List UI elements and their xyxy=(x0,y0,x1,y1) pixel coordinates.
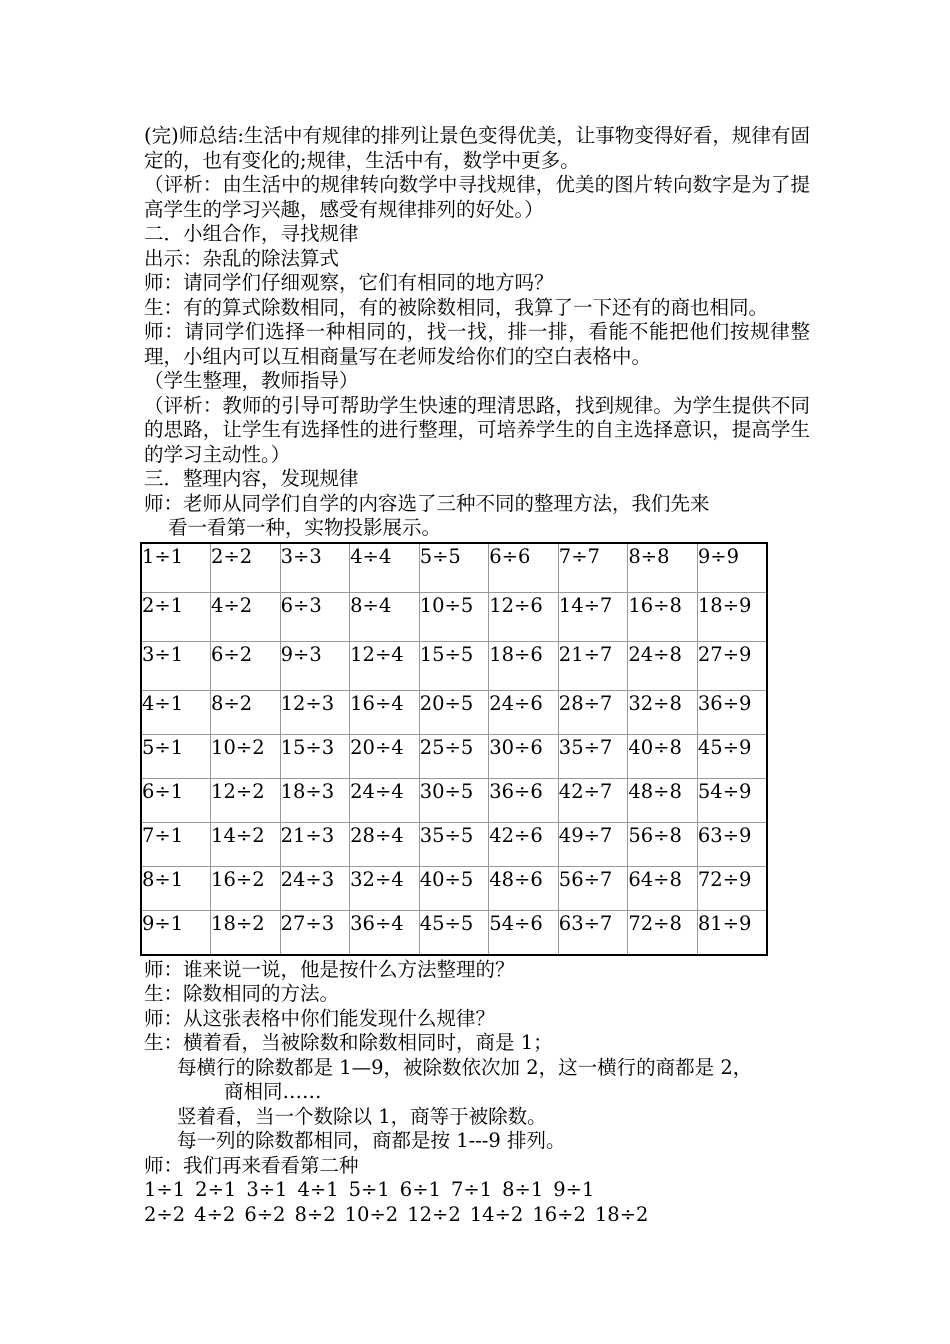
table-cell: 25÷5 xyxy=(419,734,489,778)
rule-vertical: 竖着看，当一个数除以 1，商等于被除数。 xyxy=(177,1104,547,1128)
summary-paragraph: (完)师总结:生活中有规律的排列让景色变得优美，让事物变得好看，规律有固定的，也有变化的;规律，生活中有，数学中更多。 xyxy=(144,124,810,172)
document-page xyxy=(144,124,810,1227)
table-cell: 6÷1 xyxy=(141,778,211,822)
section-heading-2: 二．小组合作，寻找规律 xyxy=(144,222,359,245)
student-organize-note: （学生整理，教师指导） xyxy=(144,369,359,392)
table-cell: 2÷1 xyxy=(141,592,211,641)
table-cell: 24÷6 xyxy=(489,690,559,734)
table-cell: 40÷8 xyxy=(628,734,698,778)
table-cell: 81÷9 xyxy=(697,910,767,955)
table-cell: 36÷6 xyxy=(489,778,559,822)
table-cell: 49÷7 xyxy=(558,822,628,866)
equation-item: 1÷1 xyxy=(144,1178,186,1201)
table-cell: 27÷9 xyxy=(697,641,767,690)
table-cell: 15÷5 xyxy=(419,641,489,690)
table-cell: 30÷5 xyxy=(419,778,489,822)
table-cell: 21÷7 xyxy=(558,641,628,690)
table-cell: 18÷2 xyxy=(211,910,281,955)
table-cell: 63÷9 xyxy=(697,822,767,866)
table-row xyxy=(141,734,767,778)
list-item xyxy=(144,1178,810,1203)
table-cell: 8÷2 xyxy=(211,690,281,734)
table-cell: 45÷9 xyxy=(697,734,767,778)
section-heading-3: 三．整理内容，发现规律 xyxy=(144,467,359,490)
commentary-paragraph: （评析：由生活中的规律转向数学中寻找规律，优美的图片转向数字是为了提高学生的学习兴趣，感受有规律排列的好处。） xyxy=(144,173,810,221)
show-equations-line: 出示：杂乱的除法算式 xyxy=(144,246,340,270)
table-cell: 24÷4 xyxy=(350,778,420,822)
table-cell: 14÷2 xyxy=(211,822,281,866)
commentary-paragraph-2: （评析：教师的引导可帮助学生快速的理清思路，找到规律。为学生提供不同的思路，让学生有选择性的进行整理，可培养学生的自主选择意识，提高学生的学习主动性。） xyxy=(144,393,810,466)
table-cell: 32÷8 xyxy=(628,690,698,734)
teacher-ask-method: 师：谁来说一说，他是按什么方法整理的？ xyxy=(144,957,515,981)
list-item xyxy=(144,1203,810,1228)
table-cell: 6÷3 xyxy=(280,592,350,641)
teacher-intro-line-cont: 看一看第一种，实物投影展示。 xyxy=(168,516,442,539)
table-cell: 35÷7 xyxy=(558,734,628,778)
equation-item: 4÷1 xyxy=(297,1178,339,1201)
table-cell: 54÷6 xyxy=(489,910,559,955)
table-cell: 56÷7 xyxy=(558,866,628,910)
table-cell: 12÷2 xyxy=(211,778,281,822)
table-cell: 9÷9 xyxy=(697,543,767,593)
table-cell: 20÷4 xyxy=(350,734,420,778)
table-cell: 18÷3 xyxy=(280,778,350,822)
teacher-instruction: 师：请同学们选择一种相同的，找一找，排一排，看能不能把他们按规律整理，小组内可以互相商量写在老师发给你们的空白表格中。 xyxy=(144,320,810,368)
table-cell: 7÷1 xyxy=(141,822,211,866)
table-cell: 6÷6 xyxy=(489,543,559,593)
table-row xyxy=(141,866,767,910)
teacher-second-method: 师：我们再来看看第二种 xyxy=(144,1153,359,1177)
table-cell: 64÷8 xyxy=(628,866,698,910)
equation-item: 4÷2 xyxy=(194,1202,236,1226)
table-cell: 72÷9 xyxy=(697,866,767,910)
table-cell: 54÷9 xyxy=(697,778,767,822)
table-row xyxy=(141,910,767,955)
table-cell: 7÷7 xyxy=(558,543,628,593)
table-row xyxy=(141,543,767,593)
table-cell: 56÷8 xyxy=(628,822,698,866)
table-cell: 24÷8 xyxy=(628,641,698,690)
table-cell: 24÷3 xyxy=(280,866,350,910)
second-method-list xyxy=(144,1178,810,1227)
teacher-intro-line: 师：老师从同学们自学的内容选了三种不同的整理方法，我们先来 xyxy=(144,491,710,515)
equation-item: 2÷2 xyxy=(144,1202,186,1226)
rule-row-detail-cont: 商相同…… xyxy=(224,1080,322,1103)
table-cell: 48÷8 xyxy=(628,778,698,822)
table-cell: 4÷2 xyxy=(211,592,281,641)
equation-item: 6÷2 xyxy=(244,1202,286,1226)
teacher-ask-rule: 师：从这张表格中你们能发现什么规律？ xyxy=(144,1006,496,1030)
equation-item: 7÷1 xyxy=(450,1178,493,1201)
table-cell: 42÷7 xyxy=(558,778,628,822)
table-cell: 12÷6 xyxy=(489,592,559,641)
table-cell: 3÷3 xyxy=(280,543,350,593)
table-cell: 16÷8 xyxy=(628,592,698,641)
table-cell: 8÷1 xyxy=(141,866,211,910)
table-cell: 36÷4 xyxy=(350,910,420,955)
table-cell: 12÷4 xyxy=(350,641,420,690)
table-cell: 9÷1 xyxy=(141,910,211,955)
table-cell: 72÷8 xyxy=(628,910,698,955)
table-cell: 20÷5 xyxy=(419,690,489,734)
table-cell: 10÷2 xyxy=(211,734,281,778)
rule-column: 每一列的除数都相同，商都是按 1---9 排列。 xyxy=(177,1129,566,1152)
table-cell: 36÷9 xyxy=(697,690,767,734)
table-cell: 5÷5 xyxy=(419,543,489,593)
table-cell: 3÷1 xyxy=(141,641,211,690)
equation-item: 18÷2 xyxy=(594,1202,649,1226)
equation-item: 6÷1 xyxy=(399,1178,441,1201)
table-cell: 16÷2 xyxy=(211,866,281,910)
equation-item: 8÷1 xyxy=(502,1178,544,1201)
table-cell: 18÷6 xyxy=(489,641,559,690)
table-cell: 48÷6 xyxy=(489,866,559,910)
table-cell: 35÷5 xyxy=(419,822,489,866)
teacher-question: 师：请同学们仔细观察，它们有相同的地方吗？ xyxy=(144,271,554,294)
table-cell: 15÷3 xyxy=(280,734,350,778)
table-row xyxy=(141,592,767,641)
equation-item: 12÷2 xyxy=(407,1202,461,1226)
equation-item: 9÷1 xyxy=(553,1178,595,1201)
table-row xyxy=(141,822,767,866)
table-cell: 16÷4 xyxy=(350,690,420,734)
equation-item: 10÷2 xyxy=(344,1202,399,1226)
table-cell: 40÷5 xyxy=(419,866,489,910)
table-cell: 45÷5 xyxy=(419,910,489,955)
division-table xyxy=(140,542,768,956)
equation-item: 3÷1 xyxy=(246,1178,288,1201)
table-cell: 1÷1 xyxy=(141,543,211,593)
equation-item: 5÷1 xyxy=(348,1178,390,1201)
table-cell: 10÷5 xyxy=(419,592,489,641)
equation-item: 14÷2 xyxy=(469,1202,524,1226)
table-cell: 28÷4 xyxy=(350,822,420,866)
table-cell: 5÷1 xyxy=(141,734,211,778)
table-cell: 12÷3 xyxy=(280,690,350,734)
student-answer: 生：有的算式除数相同，有的被除数相同，我算了一下还有的商也相同。 xyxy=(144,295,769,319)
table-cell: 18÷9 xyxy=(697,592,767,641)
table-cell: 6÷2 xyxy=(211,641,281,690)
table-row xyxy=(141,778,767,822)
table-cell: 4÷4 xyxy=(350,543,420,593)
equation-item: 2÷1 xyxy=(195,1178,237,1201)
table-row xyxy=(141,641,767,690)
table-cell: 2÷2 xyxy=(211,543,281,593)
student-rule-horizontal: 生：横着看，当被除数和除数相同时，商是 1； xyxy=(144,1031,553,1054)
table-cell: 30÷6 xyxy=(489,734,559,778)
table-cell: 27÷3 xyxy=(280,910,350,955)
rule-row-detail: 每横行的除数都是 1—9，被除数依次加 2，这一横行的商都是 2， xyxy=(177,1055,753,1079)
table-cell: 14÷7 xyxy=(558,592,628,641)
student-method-answer: 生：除数相同的方法。 xyxy=(144,982,340,1005)
table-cell: 4÷1 xyxy=(141,690,211,734)
table-cell: 8÷8 xyxy=(628,543,698,593)
table-row xyxy=(141,690,767,734)
table-cell: 32÷4 xyxy=(350,866,420,910)
equation-item: 16÷2 xyxy=(532,1202,586,1226)
table-cell: 8÷4 xyxy=(350,592,420,641)
table-cell: 21÷3 xyxy=(280,822,350,866)
table-cell: 9÷3 xyxy=(280,641,350,690)
table-cell: 63÷7 xyxy=(558,910,628,955)
table-cell: 28÷7 xyxy=(558,690,628,734)
equation-item: 8÷2 xyxy=(294,1202,336,1226)
table-cell: 42÷6 xyxy=(489,822,559,866)
